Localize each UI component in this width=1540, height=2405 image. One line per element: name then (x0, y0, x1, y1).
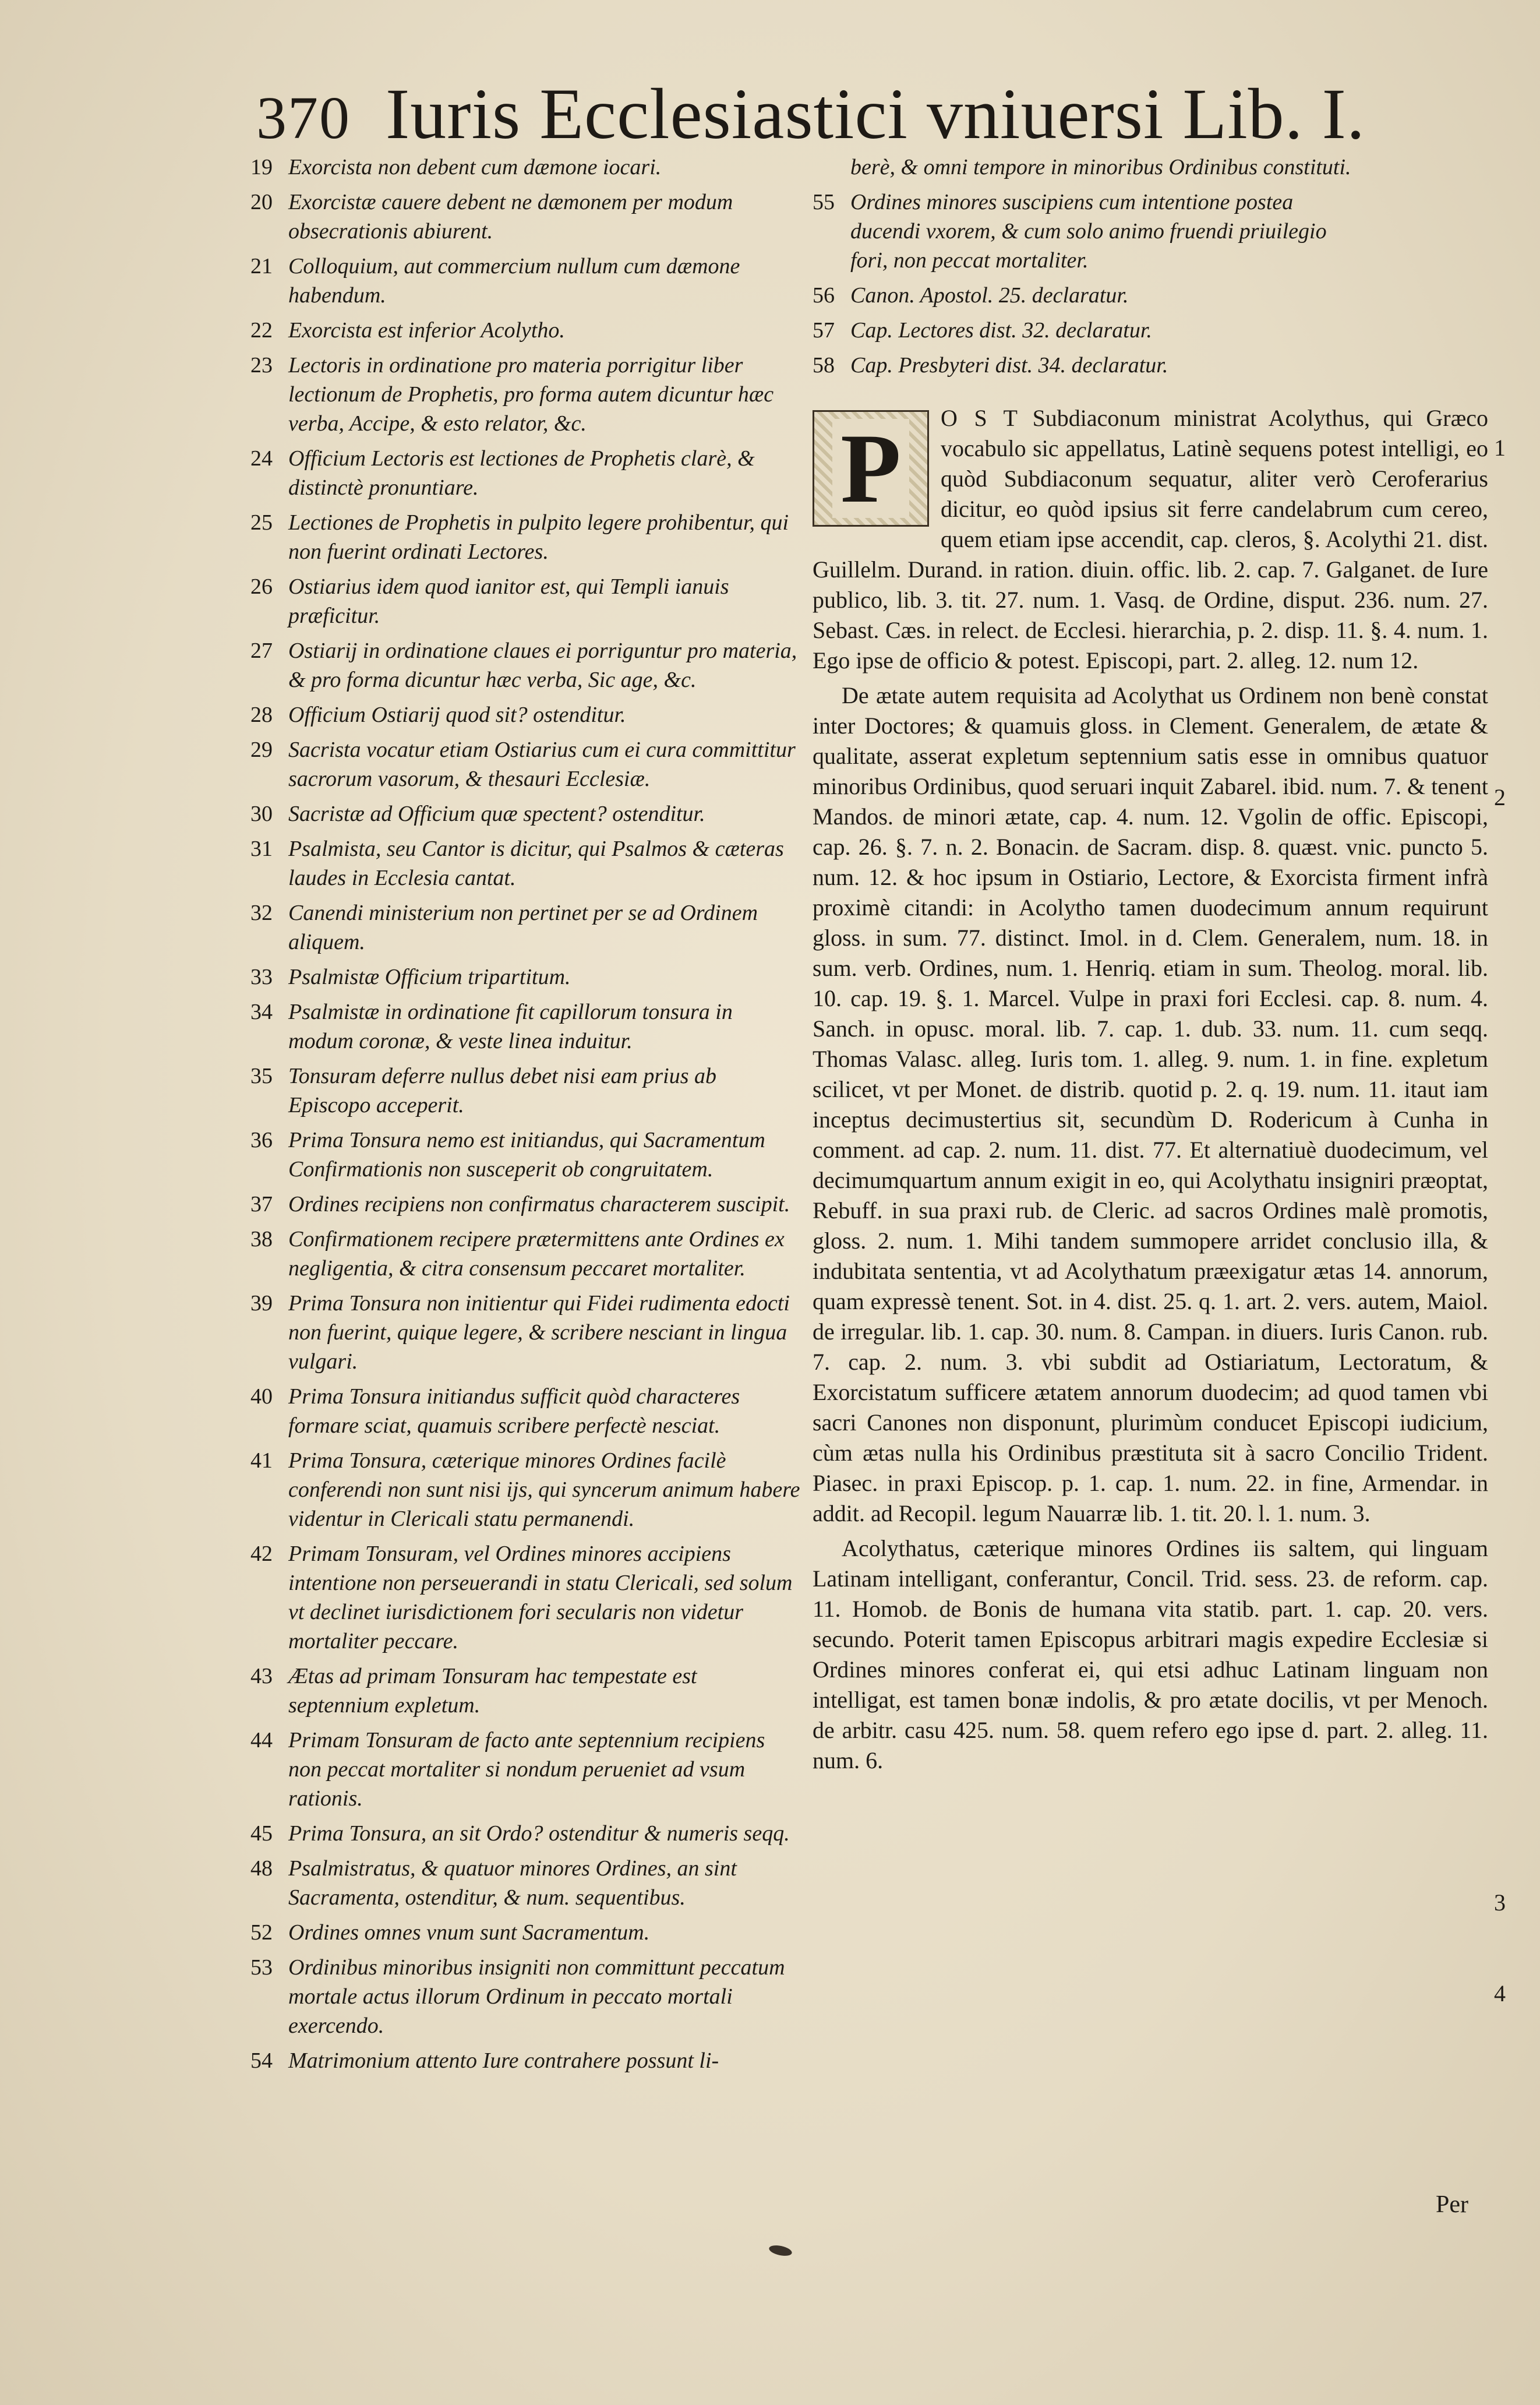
summary-item-text: Officium Ostiarij quod sit? ostenditur. (288, 703, 626, 727)
summary-item-number: 29 (250, 738, 273, 762)
summary-item-number: 58 (813, 353, 835, 378)
summary-item-number: 42 (250, 1542, 273, 1566)
summary-item (250, 252, 804, 310)
summary-item (250, 1854, 804, 1912)
summary-item-text: Lectoris in ordinatione pro materia porrigitur liber lectionum de Prophetis, pro forma autem dicuntur hæc verba, Accipe, & esto relator, &c. (288, 353, 774, 436)
summary-item (250, 316, 804, 345)
summary-item-text: Prima Tonsura initiandus sufficit quòd characteres formare sciat, quamuis scribere perfectè nesciat. (288, 1384, 740, 1438)
summary-item (250, 1726, 804, 1813)
summary-item-number: 34 (250, 1000, 273, 1024)
summary-item-number: 32 (250, 901, 273, 925)
page-number: 370 (256, 84, 351, 151)
summary-item-number: 40 (250, 1384, 273, 1409)
summary-item-text: Sacristæ ad Officium quæ spectent? ostenditur. (288, 802, 705, 826)
right-column (813, 153, 1523, 1780)
summary-item (250, 834, 804, 893)
summary-continuation: berè, & omni tempore in minoribus Ordinibus constituti. (850, 155, 1351, 179)
summary-item-number: 23 (250, 353, 273, 378)
summary-item (250, 700, 804, 729)
summary-item-number: 28 (250, 703, 273, 727)
summary-item-text: Colloquium, aut commercium nullum cum dæmone habendum. (288, 254, 740, 308)
summary-item-number: 37 (250, 1192, 273, 1216)
summary-item-text: Ætas ad primam Tonsuram hac tempestate est septennium expletum. (288, 1664, 697, 1718)
summary-item-text: Psalmista, seu Cantor is dicitur, qui Psalmos & cæteras laudes in Ecclesia cantat. (288, 837, 784, 890)
ink-smudge (768, 2244, 793, 2258)
summary-item (813, 153, 1523, 182)
summary-item (250, 1126, 804, 1184)
summary-item (250, 351, 804, 438)
summary-item (250, 1953, 804, 2040)
summary-item-text: Lectiones de Prophetis in pulpito legere prohibentur, qui non fuerint ordinati Lectores. (288, 510, 789, 564)
summary-item-text: Primam Tonsuram de facto ante septennium recipiens non peccat mortaliter si nondum perueniet ad vsum rationis. (288, 1728, 765, 1811)
summary-item (250, 508, 804, 566)
running-title: Iuris Ecclesiastici vniuersi Lib. I. (386, 74, 1365, 154)
summary-item (250, 1225, 804, 1283)
summary-item-number: 45 (250, 1821, 273, 1846)
summary-item-text: Canendi ministerium non pertinet per se ad Ordinem aliquem. (288, 901, 758, 954)
marginal-number: 3 (1494, 1889, 1506, 1916)
summary-item (250, 735, 804, 794)
page-header (256, 73, 1421, 154)
summary-item-number: 38 (250, 1227, 273, 1251)
summary-item-number: 26 (250, 574, 273, 599)
summary-item-text: Psalmistæ in ordinatione fit capillorum tonsura in modum coronæ, & veste linea induitur. (288, 1000, 733, 1053)
summary-item (250, 572, 804, 630)
summary-item-text: Psalmistratus, & quatuor minores Ordines, an sint Sacramenta, ostenditur, & num. sequentibus. (288, 1856, 737, 1910)
initial-letter: P (832, 419, 909, 518)
summary-item (250, 799, 804, 828)
summary-item (813, 316, 1523, 345)
summary-item-text: Prima Tonsura nemo est initiandus, qui Sacramentum Confirmationis non susceperit ob congruitatem. (288, 1128, 765, 1182)
summary-item-text: Exorcista non debent cum dæmone iocari. (288, 155, 662, 179)
summary-item-text: Exorcistæ cauere debent ne dæmonem per modum obsecrationis abiurent. (288, 190, 733, 244)
paragraph-2: De ætate autem requisita ad Acolythat us Ordinem non benè constat inter Doctores; & quamuis gloss. in Clement. Generalem, de ætate & qualitate, asserat expletum septennium satis esse in omnibus quatuor minoribus Ordinibus, quod seruari inquit Zabarel. ibid. num. 7. & tenent Mandos. de minori ætate, cap. 4. num. 12. Vgolin de offic. Episcopi, cap. 26. §. 7. n. 2. Bonacin. de Sacram. disp. 8. quæst. vnic. puncto 5. num. 12. & hoc ipsum in Ostiario, Lectore, & Exorcista firment infrà proximè citandi: in Acolytho tamen duodecimum annum requirunt gloss. in sum. 77. distinct. Imol. in d. Clem. Generalem, num. 18. in sum. verb. Ordines, num. 1. Henriq. etiam in sum. Theolog. moral. lib. 10. cap. 19. §. 1. Marcel. Vulpe in praxi fori Ecclesi. cap. 8. num. 4. Sanch. in opusc. moral. lib. 7. cap. 1. dub. 33. num. 11. cum seqq. Thomas Valasc. alleg. Iuris tom. 1. alleg. 9. num. 1. in fine. expletum scilicet, vt per Monet. de distrib. quotid p. 2. q. 19. num. 11. itaut iam inceptus decimustertius sit, secundùm D. Rodericum à Cunha in comment. ad cap. 2. num. 11. dist. 77. Et alternatiuè duodecimum, vel decimumquartum annum exigit in eo, qui Acolythatu insigniri præoptat, Rebuff. in sua praxi rub. de Cleric. ad sacros Ordines malè promotis, gloss. 2. num. 1. Mihi tandem summopere arridet conclusio illa, & indubitata sententia, vt ad Acolythatum præexigatur ætas 14. annorum, quam expressè tenent. Sot. in 4. dist. 25. q. 1. art. 2. vers. autem, Maiol. de irregular. lib. 1. cap. 30. num. 8. Campan. in diuers. Iuris Canon. rub. 7. cap. 2. num. 3. vbi subdit ad Ostiariatum, Lectoratum, & Exorcistatum sufficere ætatem annorum duodecim; ad quod tamen vbi sacri Canones non disponunt, plurimùm conducet Episcopi iudicium, cùm ætas nulla his Ordinibus præstituta sit à sacro Concilio Trident. Piasec. in praxi Episcop. p. 1. cap. 1. num. 22. in fine, Armendar. in addit. ad Recopil. legum Nauarræ lib. 1. tit. 20. l. 1. num. 3. (813, 682, 1488, 1526)
summary-item (250, 1446, 804, 1533)
summary-list-left (250, 153, 804, 2081)
summary-item-text: Psalmistæ Officium tripartitum. (288, 965, 571, 989)
summary-item (250, 1539, 804, 1656)
summary-item-text: Tonsuram deferre nullus debet nisi eam prius ab Episcopo acceperit. (288, 1064, 717, 1117)
marginal-number: 1 (1494, 435, 1506, 461)
summary-item (250, 1918, 804, 1947)
summary-item-number: 19 (250, 155, 273, 179)
summary-item-number: 33 (250, 965, 273, 989)
summary-item (813, 188, 1523, 275)
summary-item-number: 31 (250, 837, 273, 861)
summary-item-text: Prima Tonsura, cæterique minores Ordines facilè conferendi non sunt nisi ijs, qui syncerum animum habere videntur in Clericali statu permanendi. (288, 1448, 800, 1531)
summary-item (250, 1062, 804, 1120)
summary-item (250, 1289, 804, 1376)
paragraph-3: Acolythatus, cæterique minores Ordines iis saltem, qui linguam Latinam intelligant, conferantur, Concil. Trid. sess. 23. de reform. cap. 11. Homob. de Bonis de humana vita statib. part. 1. cap. 20. vers. secundo. Poterit tamen Episcopus arbitrari magis expedire Ecclesiæ si Ordines minores conferat ei, qui etsi adhuc Latinam linguam non intelligat, est tamen bonæ indolis, & pro ætate docilis, vt per Menoch. de arbitr. casu 425. num. 58. quem refero ego ipse d. part. 2. alleg. 11. num. 6. (813, 1535, 1488, 1773)
summary-item (250, 898, 804, 957)
summary-item-text: Cap. Presbyteri dist. 34. declaratur. (850, 353, 1168, 378)
summary-item-text: Ordines minores suscipiens cum intentione postea ducendi vxorem, & cum solo animo fruendi priuilegio fori, non peccat mortaliter. (850, 190, 1327, 273)
summary-item-number: 55 (813, 190, 835, 214)
summary-item-number: 56 (813, 283, 835, 308)
summary-item (250, 1819, 804, 1848)
paragraph-1-text: Subdiaconum ministrat Acolythus, qui Græco vocabulo sic appellatus, Latinè sequens potest intelligi, eo quòd Subdiaconum sequatur, aliter verò Ceroferarius dicitur, eo quòd ipsius sit ferre candelabrum cum cereo, quem etiam ipse accendit, cap. cleros, §. Acolythi 21. dist. Guillelm. Durand. in ration. diuin. offic. lib. 2. cap. 7. Galganet. de Iure publico, lib. 3. tit. 27. num. 1. Vasq. de Ordine, disput. 236. num. 27. Sebast. Cæs. in relect. de Ecclesi. hierarchia, p. 2. disp. 11. §. 4. num. 1. Ego ipse de officio & potest. Episcopi, part. 2. alleg. 12. num 12. (813, 405, 1489, 673)
summary-item (250, 2046, 804, 2075)
summary-item-text: Prima Tonsura non initientur qui Fidei rudimenta edocti non fuerint, quique legere, & scribere nesciant in lingua vulgari. (288, 1291, 790, 1374)
body-text (813, 403, 1488, 1776)
marginal-number: 2 (1494, 784, 1506, 810)
summary-item-text: Sacrista vocatur etiam Ostiarius cum ei cura committitur sacrorum vasorum, & thesauri Ecclesiæ. (288, 738, 796, 791)
summary-item-number: 44 (250, 1728, 273, 1752)
lead-word: O S T (941, 405, 1019, 431)
summary-item-text: Exorcista est inferior Acolytho. (288, 318, 565, 343)
summary-list-right (813, 188, 1523, 380)
decorated-initial (813, 410, 929, 527)
summary-item (250, 962, 804, 992)
summary-item-number: 22 (250, 318, 273, 343)
summary-item-text: Ordines recipiens non confirmatus characterem suscipit. (288, 1192, 790, 1216)
summary-item-number: 27 (250, 639, 273, 663)
summary-item (250, 444, 804, 502)
summary-item-number: 21 (250, 254, 273, 278)
summary-item (250, 636, 804, 694)
summary-item-number: 52 (250, 1920, 273, 1945)
summary-item-number: 53 (250, 1955, 273, 1980)
summary-item (250, 1382, 804, 1440)
summary-item-number: 25 (250, 510, 273, 535)
summary-item (813, 351, 1523, 380)
marginal-number: 4 (1494, 1980, 1506, 2006)
summary-item-number: 54 (250, 2048, 273, 2073)
summary-item-text: Ostiarij in ordinatione claues ei porriguntur pro materia, & pro forma dicuntur hæc verba, Sic age, &c. (288, 639, 797, 692)
summary-item-text: Matrimonium attento Iure contrahere possunt li- (288, 2048, 719, 2073)
summary-item-text: Canon. Apostol. 25. declaratur. (850, 283, 1129, 308)
summary-item (250, 1662, 804, 1720)
summary-item-number: 57 (813, 318, 835, 343)
summary-item (250, 188, 804, 246)
summary-item-number: 41 (250, 1448, 273, 1473)
summary-item (250, 997, 804, 1056)
summary-item-number: 35 (250, 1064, 273, 1088)
summary-item-text: Confirmationem recipere prætermittens ante Ordines ex negligentia, & citra consensum peccaret mortaliter. (288, 1227, 785, 1281)
summary-item-number: 36 (250, 1128, 273, 1152)
summary-item-number: 30 (250, 802, 273, 826)
summary-item-number: 39 (250, 1291, 273, 1316)
summary-item-text: Primam Tonsuram, vel Ordines minores accipiens intentione non perseuerandi in statu Clericali, sed solum vt declinet iurisdictionem fori secularis non videtur mortaliter peccare. (288, 1542, 793, 1653)
summary-item-text: Cap. Lectores dist. 32. declaratur. (850, 318, 1152, 343)
summary-item (250, 153, 804, 182)
summary-item-number: 24 (250, 446, 273, 471)
catchword: Per (1436, 2191, 1468, 2218)
summary-item-number: 48 (250, 1856, 273, 1881)
summary-item-text: Ordinibus minoribus insigniti non committunt peccatum mortale actus illorum Ordinum in peccato mortali exercendo. (288, 1955, 785, 2038)
summary-item (250, 1190, 804, 1219)
summary-item (813, 281, 1523, 310)
summary-item-text: Ostiarius idem quod ianitor est, qui Templi ianuis præficitur. (288, 574, 729, 628)
summary-item-text: Prima Tonsura, an sit Ordo? ostenditur & numeris seqq. (288, 1821, 790, 1846)
summary-item-text: Ordines omnes vnum sunt Sacramentum. (288, 1920, 650, 1945)
summary-item-text: Officium Lectoris est lectiones de Prophetis clarè, & distinctè pronuntiare. (288, 446, 755, 500)
summary-item-number: 20 (250, 190, 273, 214)
summary-item-number: 43 (250, 1664, 273, 1688)
